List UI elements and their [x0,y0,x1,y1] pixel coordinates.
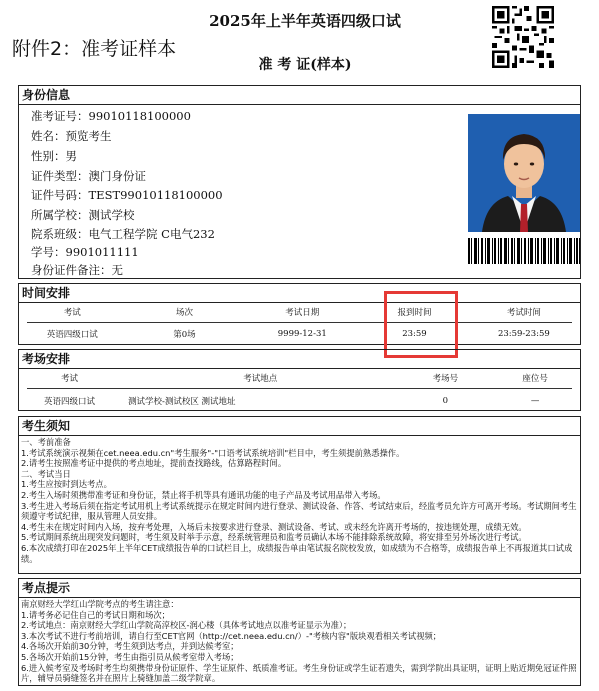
notice-line: 5.考试期间系统出现突发问题时，考生须及时举手示意，经系统管理员和监考员确认本场不能排除系统故障，将安排至另外场次进行考试。 [21,532,527,543]
schedule-table [19,305,580,319]
venue-header-row [19,371,580,385]
schedule-checkin: 23:59 [402,329,427,339]
venue-row-table [19,394,580,408]
notice-line: 1.考生应按时到达考点。 [21,479,112,490]
notice-section [18,416,581,574]
tips-line: 1.请考务必记住自己的考试日期和场次； [21,609,170,620]
venue-section-title: 考场安排 [19,350,580,369]
notice-section-title: 考生须知 [19,417,580,436]
notice-line: 6.本次成绩打印在2025年上半年CET成绩报告单的口试栏目上，成绩报告单由笔试报名院校发放，如成绩为不合格等，成绩报告单上不再报道其口试成绩。 [21,542,573,564]
schedule-time: 23:59-23:59 [497,329,550,339]
id-remark: 身份证件备注：无 [31,263,123,277]
notice-line: 2.考生入场时须携带准考证和身份证，禁止将手机等具有通讯功能的电子产品及考试用品带入考场。 [21,489,386,500]
notice-line: 4.考生未在规定时间内入场，按弃考处理，入场后未按要求进行登录、测试设备、考试、或未经允许离开考场的，按违规处理，成绩无效。 [21,521,527,532]
tips-line: 6.进入候考室及考场时考生均须携带身份证原件、学生证原件、纸质准考证。考生身份证或学生证若遗失，需到学院出具证明，证明上贴近期免冠证件照片，辅导员骑缝签名并在照片上骑缝加盖二级学院章。 [21,662,577,684]
tips-line: 4.各场次开始前30分钟，考生须到达考点，并到达候考室； [21,641,239,652]
identity-section-title: 身份信息 [19,86,580,105]
checkin-time-highlight [384,291,458,358]
notice-line: 二、考试当日 [21,468,71,479]
notice-line: 3.考生进入考场后须在指定考试用机上考试系统提示在规定时间内进行登录、测试设备、作答、考试结束后，经监考员允许方可离开考场。考试期间考生须遵守考试纪律，服从管理人员安排。 [21,500,577,522]
venue-seat: — [530,396,540,406]
schedule-header-checkin: 报到时间 [397,308,432,318]
venue-header-location: 考试地点 [243,374,278,384]
schedule-date: 9999-12-31 [277,329,327,339]
table-row [19,394,580,408]
venue-header-seat: 座位号 [522,374,548,384]
admission-ticket-subtitle: 准 考 证(样本) [258,57,352,73]
notice-body [21,437,578,564]
venue-section [18,349,581,411]
id-number: 证件号码：TEST99010118100000 [31,188,223,202]
tips-line: 南京财经大学红山学院考点的考生请注意： [21,599,179,609]
venue-header-exam: 考试 [60,374,78,384]
attachment-label: 附件2：准考证样本 [12,38,177,60]
venue-header-room: 考场号 [432,374,459,384]
tips-line: 3.本次考试不进行考前培训，请自行至CET官网（http://cet.neea.edu.cn/）-"考核内容"版块观看相关考试视频； [21,630,442,641]
student-number: 学号：9901011111 [31,245,139,259]
venue-table [19,371,580,385]
tips-section-title: 考点提示 [19,579,580,598]
tips-section [18,578,581,686]
schedule-exam: 英语四级口试 [46,330,98,340]
candidate-name: 姓名：预览考生 [31,129,112,143]
ticket-number: 准考证号：99010118100000 [31,109,191,123]
tips-line: 2.考试地点：南京财经大学红山学院高淳校区-润心楼（具体考试地点以准考证显示为准）； [21,620,352,631]
venue-location: 测试学校-测试校区 测试地址 [127,397,236,407]
notice-line: 一、考前准备 [21,437,71,447]
qr-code-icon [492,6,554,68]
schedule-header-date: 考试日期 [285,308,320,318]
schedule-header-time: 考试时间 [506,308,541,318]
candidate-gender: 性别：男 [31,149,77,163]
table-row [19,327,580,341]
schedule-section [18,283,581,345]
venue-exam: 英语四级口试 [43,397,95,407]
venue-room: 0 [442,396,449,406]
id-type: 证件类型：澳门身份证 [31,169,146,183]
school: 所属学校：测试学校 [31,208,135,222]
schedule-header-exam: 考试 [63,308,81,318]
notice-line: 2.请考生按照准考证中提供的考点地址，提前查找路线，估算路程时间。 [21,458,287,469]
candidate-photo [468,114,580,232]
identity-section [18,85,581,279]
department-class: 院系班级：电气工程学院 C电气232 [31,227,215,241]
tips-body [21,599,578,684]
tips-line: 5.各场次开始前15分钟，考生由指引员从候考室带入考场； [21,651,239,662]
barcode-icon [468,238,580,264]
schedule-row-table [19,327,580,341]
exam-title: 2025年上半年英语四级口试 [209,12,401,30]
schedule-header-session: 场次 [175,308,193,318]
schedule-session: 第0场 [173,330,196,340]
notice-line: 1.考试系统演示视频在cet.neea.edu.cn"考生服务"-"口语考试系统培训"栏目中，考生须提前熟悉操作。 [21,447,405,458]
schedule-section-title: 时间安排 [19,284,580,303]
schedule-header-row [19,305,580,319]
